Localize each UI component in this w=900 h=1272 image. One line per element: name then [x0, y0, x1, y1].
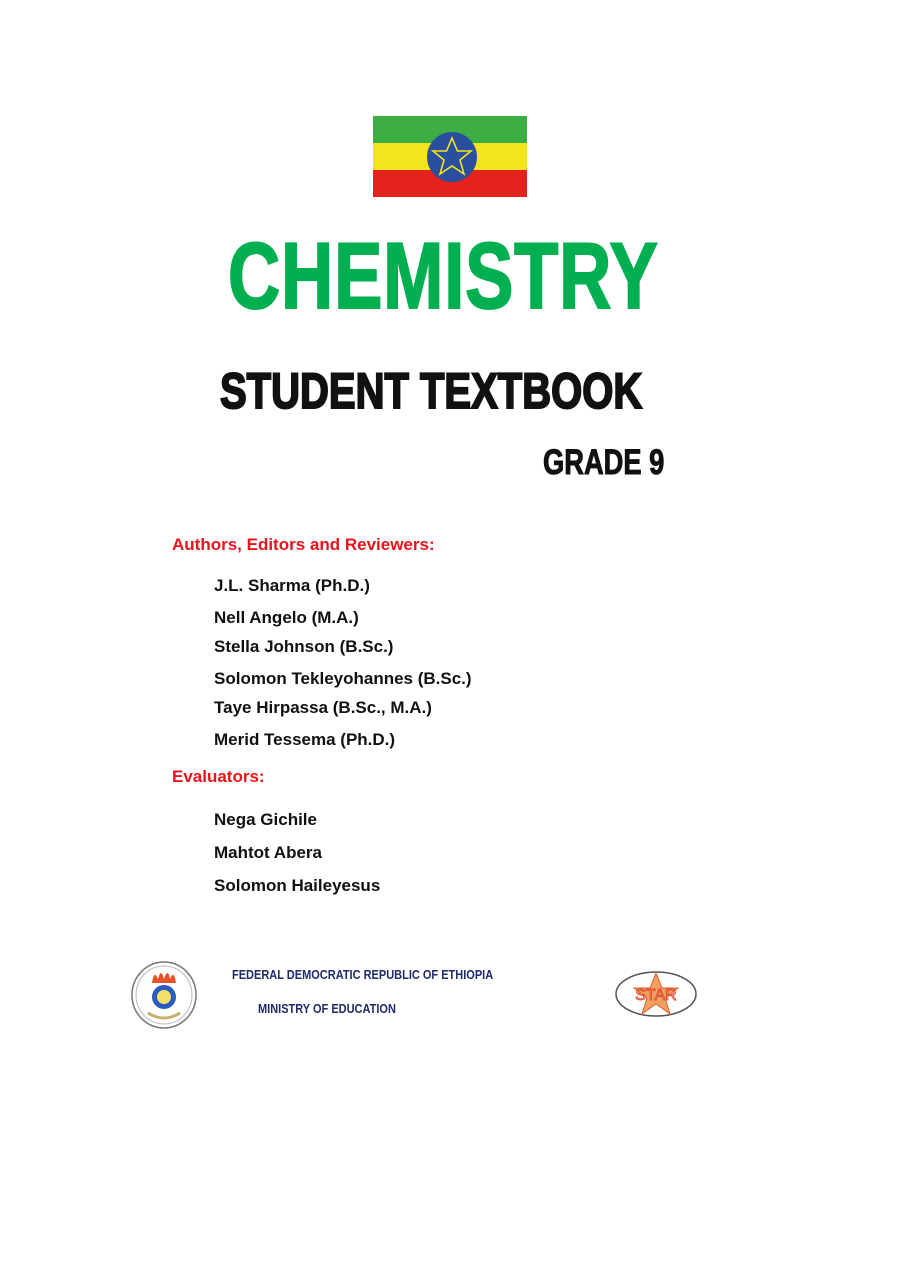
author-name: J.L. Sharma (Ph.D.): [214, 576, 370, 595]
ministry-seal-icon: [130, 961, 198, 1029]
author-name: Merid Tessema (Ph.D.): [214, 730, 396, 749]
evaluator-name: Mahtot Abera: [214, 843, 322, 862]
authors-heading: Authors, Editors and Reviewers:: [172, 535, 435, 554]
author-name: Nell Angelo (M.A.): [214, 608, 359, 627]
evaluator-name: Nega Gichile: [214, 810, 317, 829]
ethiopian-flag-icon: [373, 116, 527, 197]
book-subtitle: STUDENT TEXTBOOK: [220, 363, 643, 419]
evaluators-heading: Evaluators:: [172, 767, 265, 786]
book-title: CHEMISTRY: [228, 223, 659, 328]
footer-line-1: FEDERAL DEMOCRATIC REPUBLIC OF ETHIOPIA: [232, 968, 494, 982]
svg-text:STAR: STAR: [635, 987, 677, 1004]
author-name: Solomon Tekleyohannes (B.Sc.): [214, 669, 472, 688]
star-publisher-logo-icon: [614, 970, 698, 1018]
author-name: Taye Hirpassa (B.Sc., M.A.): [214, 698, 432, 717]
evaluator-name: Solomon Haileyesus: [214, 876, 381, 895]
footer-line-2: MINISTRY OF EDUCATION: [258, 1002, 396, 1016]
grade-label: GRADE 9: [543, 443, 665, 482]
author-name: Stella Johnson (B.Sc.): [214, 637, 394, 656]
